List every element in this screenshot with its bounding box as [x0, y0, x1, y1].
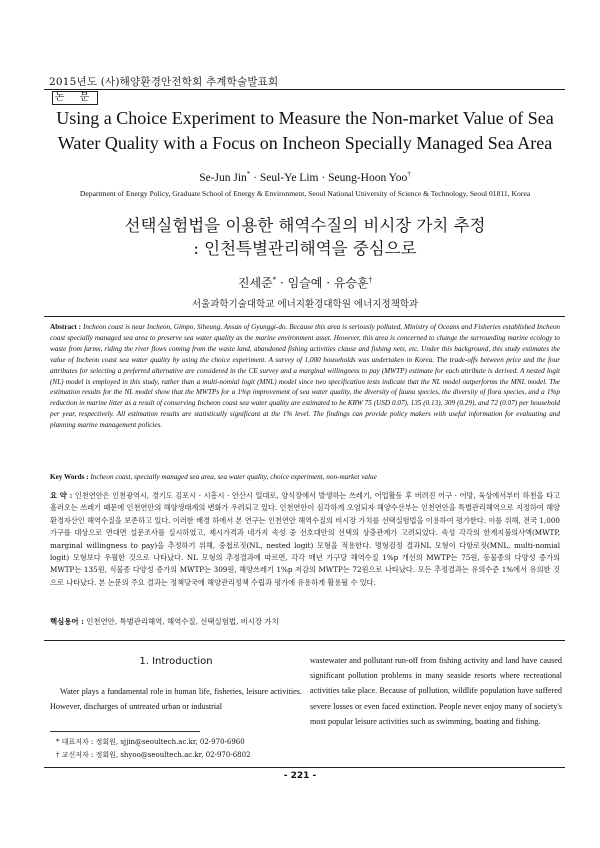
author-2-kr: 임슬예 — [287, 276, 323, 290]
abstract — [50, 322, 560, 431]
author-1-kr: 진세준 — [237, 276, 273, 290]
abstract-rule-bottom — [44, 640, 565, 641]
author-3-en: Seung-Hoon Yoo — [328, 171, 408, 184]
keywords-en-label: Key Words : — [50, 473, 89, 481]
keywords-en-text: Incheon coast, specially managed sea area, sea water quality, choice experiment, non-market value — [90, 473, 377, 481]
author-2-en: Seul-Ye Lim — [259, 171, 319, 184]
author-sep: · — [276, 276, 288, 290]
author-1-mark: * — [246, 170, 251, 178]
header-rule — [44, 89, 565, 90]
title-kr-line1: 선택실험법을 이용한 해역수질의 비시장 가치 추정 — [124, 216, 486, 235]
introduction-heading: 1. Introduction — [139, 656, 213, 667]
introduction-left-text: Water plays a fundamental role in human life, fisheries, leisure activities. However, discharges of untreated urban or industrial — [50, 687, 302, 712]
keywords-kr-label: 핵심용어 : — [50, 617, 84, 626]
abstract-label: Abstract : — [50, 323, 82, 331]
introduction-right-text: wastewater and pollutant run-off from fishing activity and land have caused significant pollution problems in many seaside resorts where recreational activities take place. Because of pollution, wildlife population have suffered severe losses or even faced extinction. People never enjoy many of society's most popular leisure activities such as swimming, boating and fishing. — [310, 656, 562, 726]
title-en-line2: Water Quality with a Focus on Incheon Specially Managed Sea Area — [57, 133, 553, 153]
keywords-kr — [50, 616, 560, 627]
affiliation-kr: 서울과학기술대학교 에너지환경대학원 에너지정책학과 — [191, 299, 419, 310]
section-label: 논 문 — [52, 91, 98, 105]
summary-kr-label: 요 약 : — [50, 491, 73, 500]
summary-kr-text: 인천연안은 인천광역시, 경기도 김포시 · 시흥시 · 안산시 일대로, 양식장에서 발생하는 쓰레기, 어업활동 후 버려진 어구 · 어망, 육상에서부터 하천을 타고 흘러오는 쓰레기 때문에 인천연안의 해양생태계의 변화가 우려되고 있다. 인천연안이 심각하게 오염되자 해양수산부는 인천연안을 특별관리해역으로 지정하여 해양환경자산인 해역수질을 보존하고 있다. 이러한 배경 하에서 본 연구는 인천연안 해역수질의 비시장 가치를 선택실험법을 이용하여 평가한다. 이를 위해, 전국 1,000 가구를 대상으로 면대면 설문조사를 실시하였고, 제시가격과 네가지 속성 중 선호대안의 선택의 상충관계가 고려되었다. 속성 각각의 한계지불의사액(MWTP, marginal willingness to pay)을 추정하기 위해, 중첩로짓(NL, nested logit) 모형을 적용한다. 명형검정 결과NL 모형이 다항로짓(MNL, multi-nomial logit) 모형보다 우월한 것으로 나타났다. NL 모형의 추정결과에 따르면, 각각 매년 가구당 해역수질 1%p 개선의 MWTP는 75원, 동물종의 다양성 증가의 MWTP는 135원, 식물종 다양성 증가의 MWTP는 309원, 해양쓰레기 1%p 저감의 MWTP는 72원으로 나타났다. 모든 추정결과는 유의수준 1%에서 유의한 것으로 나타났다. 본 논문의 주요 결과는 정책당국에 해양관리정책 수립과 평가에 유용하게 활용될 수 있다. — [50, 491, 561, 587]
authors-en — [40, 170, 570, 184]
footnote-corresponding-2: † 교신저자 : 정회원, shyoo@seoultech.ac.kr, 02-970-6802 — [56, 751, 251, 759]
author-3-kr: 유승훈 — [333, 276, 369, 290]
author-1-kr-mark: * — [272, 276, 277, 284]
author-3-mark: † — [407, 170, 411, 178]
conference-header: 2015년도 (사)해양환경안전학회 추계학술발표회 — [49, 76, 279, 88]
author-sep: · — [318, 171, 329, 184]
author-1-en: Se-Jun Jin — [199, 171, 247, 184]
footer-rule — [44, 767, 565, 768]
author-sep: · — [322, 276, 334, 290]
abstract-text: Incheon coast is near Incheon, Gimpo, Siheung, Ansan of Gyunggi-do. Because this area is seriously polluted, Ministry of Oceans and Fisheries established Incheon coast specially managed sea area to preserve sea water quality as the marine environment asset. However, this area is concerned to change the surrounding marine ecology to waste from farms, riding the river flows coming from the waste land, abandoned fishing activities clause and fishing nets, etc. Under this background, this study estimates the value of Incheon coast sea water quality by using the choice experiment. A survey of 1,000 households was undertaken in Korea. The trade-offs between price and the four attributes for selecting a preferred alternative are considered in the CE survey and a marginal willingness to pay (MWTP) estimate for each attribute is derived. A nested logit (NL) model is employed in this study, rather than a multi-nomial logit (MNL) model since two specification tests indicate that the NL model outperforms the MNL model. The estimation results for the NL model show that the MWTPs for a 1%p improvement of sea water quality, the diversity of fauna species, the diversity of flora species, and a 1%p reduction in marine litter as a result of conserving Incheon coast sea water quality are estimated to be KRW 75 (USD 0.07), 135 (0.13), 309 (0.29), and 72 (0.07) per household per year, respectively. All estimation results are statistically significant at the 1% level. The findings can provide policy makers with useful information for evaluating and planning marine management policies. — [50, 323, 561, 430]
abstract-rule-top — [44, 316, 565, 317]
author-sep: · — [250, 171, 260, 184]
title-en-line1: Using a Choice Experiment to Measure the Non-market Value of Sea — [56, 108, 554, 128]
footnote-corresponding-1: * 대표저자 : 정회원, sjjin@seoultech.ac.kr, 02-970-6960 — [56, 738, 245, 746]
summary-kr — [50, 490, 560, 589]
authors-kr — [40, 274, 570, 291]
affiliation-en: Department of Energy Policy, Graduate School of Energy & Environment, Seoul National University of Science & Technology, Seoul 01811, Korea — [79, 189, 531, 198]
footnote-rule — [50, 731, 200, 732]
author-3-kr-mark: † — [368, 276, 373, 284]
page-number: - 221 - — [283, 771, 317, 781]
keywords-en — [50, 473, 560, 481]
title-kr-line2: : 인천특별관리해역을 중심으로 — [193, 239, 417, 258]
keywords-kr-text: 인천연안, 특별관리해역, 해역수질, 선택실험법, 비시장 가치 — [86, 617, 279, 626]
